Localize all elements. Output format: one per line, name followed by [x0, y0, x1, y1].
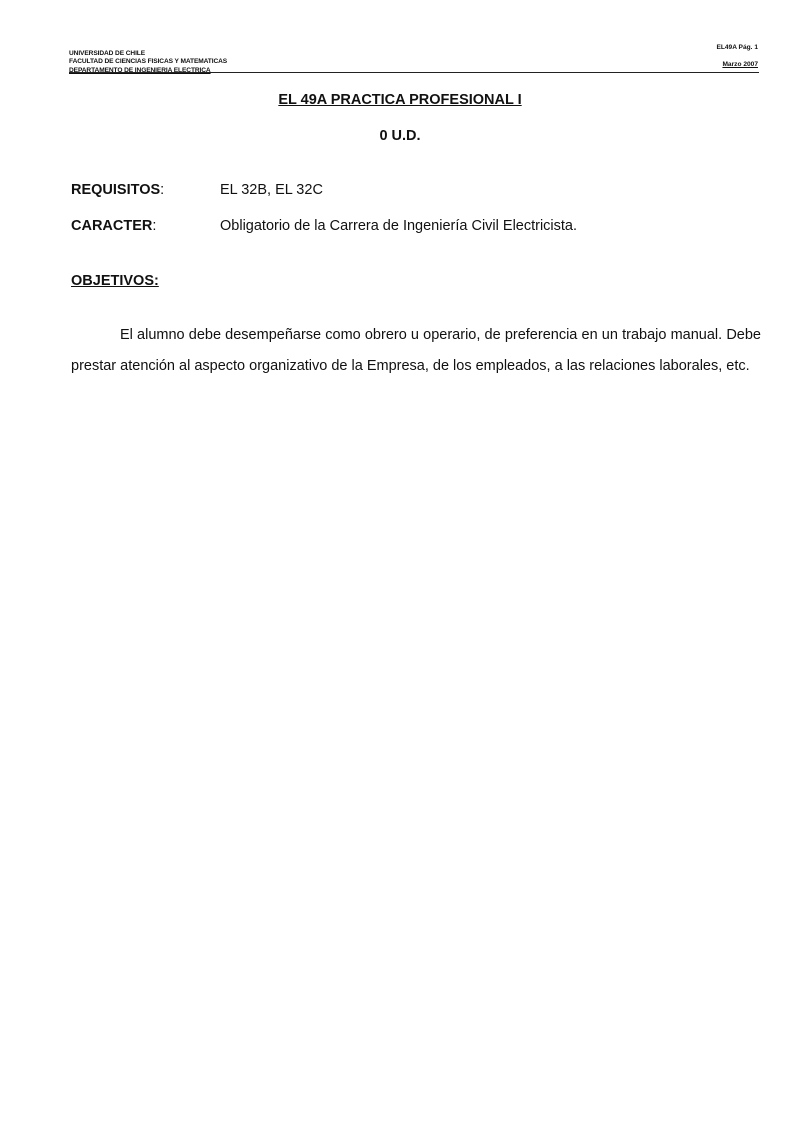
caracter-label [71, 218, 156, 234]
course-title-text: EL 49A PRACTICA PROFESIONAL I [278, 92, 522, 108]
course-title [0, 92, 800, 108]
requisitos-value: EL 32B, EL 32C [220, 182, 323, 198]
university-name: UNIVERSIDAD DE CHILE [69, 50, 146, 57]
objetivos-paragraph: El alumno debe desempeñarse como obrero u operario, de preferencia en un trabajo manual. Debe prestar atención al aspecto organizativo de la Empresa, de los empleados, a las relaciones laborales, etc. [71, 327, 761, 374]
requisitos-colon: : [160, 182, 165, 198]
caracter-label-text: CARACTER [71, 218, 153, 234]
document-date: Marzo 2007 [722, 61, 758, 68]
caracter-colon: : [152, 218, 157, 234]
department-name: DEPARTAMENTO DE INGENIERIA ELECTRICA [69, 66, 211, 74]
caracter-value: Obligatorio de la Carrera de Ingeniería Civil Electricista. [220, 218, 578, 234]
page-info-header [716, 44, 758, 68]
course-units: 0 U.D. [379, 128, 421, 144]
objetivos-heading: OBJETIVOS: [71, 273, 159, 289]
header-divider [69, 72, 759, 73]
page-reference: EL49A Pág. 1 [716, 44, 758, 51]
requisitos-label-text: REQUISITOS [71, 182, 161, 198]
faculty-name: FACULTAD DE CIENCIAS FISICAS Y MATEMATICAS [69, 58, 228, 66]
requisitos-label [71, 182, 164, 198]
